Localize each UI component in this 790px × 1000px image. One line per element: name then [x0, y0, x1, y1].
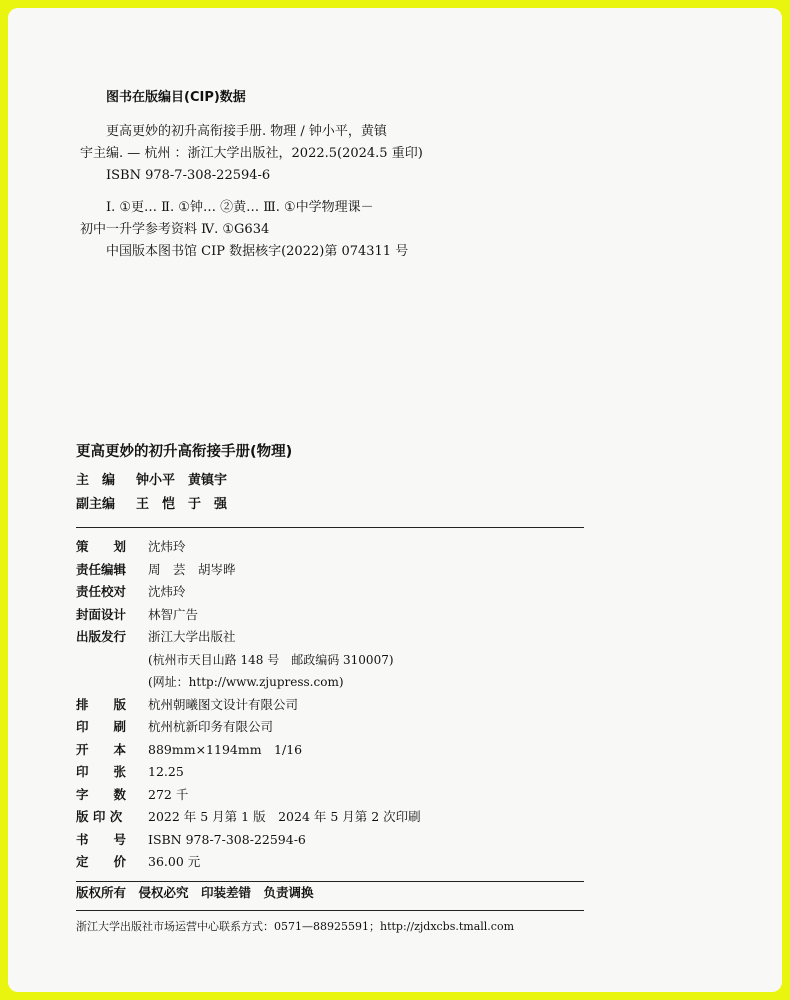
credit-row	[76, 694, 584, 717]
publisher-website	[76, 671, 584, 694]
credit-value: 889mm×1194mm 1/16	[148, 741, 303, 757]
cip-number: 中国版本图书馆 CIP 数据核字(2022)第 074311 号	[106, 244, 409, 259]
divider	[76, 910, 584, 911]
credit-row	[76, 829, 584, 852]
credit-value: 272 千	[148, 786, 189, 802]
credit-row	[76, 784, 584, 807]
deputy-editor-label: 副主编	[76, 497, 116, 512]
cip-line: 更高更妙的初升高衔接手册. 物理 / 钟小平，黄镇	[106, 124, 387, 139]
credit-value: 浙江大学出版社	[148, 629, 236, 644]
credit-row	[76, 604, 584, 627]
credit-value: 12.25	[148, 764, 184, 779]
credit-value: 沈炜玲	[148, 539, 186, 554]
credit-key: 出版发行	[76, 629, 127, 644]
book-title: 更高更妙的初升高衔接手册(物理)	[76, 444, 293, 460]
credit-key: 印 刷	[76, 719, 127, 734]
credit-key: 排 版	[76, 696, 127, 712]
address-value: (杭州市天目山路 148 号 邮政编码 310007)	[148, 652, 394, 667]
cip-class-line: 初中一升学参考资料 Ⅳ. ①G634	[80, 222, 270, 237]
credit-value: ISBN 978-7-308-22594-6	[148, 831, 306, 847]
credit-key: 开 本	[76, 741, 127, 757]
credit-row	[76, 806, 584, 829]
credit-row	[76, 536, 584, 559]
credit-value: 沈炜玲	[148, 584, 186, 599]
editor-label: 主 编	[76, 473, 116, 488]
credit-key: 责任校对	[76, 584, 127, 599]
credit-row	[76, 626, 584, 649]
credit-value: 杭州杭新印务有限公司	[148, 719, 274, 734]
imprint-block	[76, 440, 584, 937]
credit-row	[76, 761, 584, 784]
cip-title: 图书在版编目(CIP)数据	[106, 90, 246, 105]
cip-block	[80, 86, 423, 263]
credit-value: 杭州朝曦图文设计有限公司	[148, 696, 299, 712]
deputy-editor-line	[76, 493, 584, 517]
credit-row	[76, 851, 584, 874]
credit-row	[76, 581, 584, 604]
credit-row	[76, 739, 584, 762]
credit-row	[76, 716, 584, 739]
divider	[76, 527, 584, 528]
editor-names: 钟小平 黄镇宇	[136, 473, 228, 488]
cip-line: ISBN 978-7-308-22594-6	[106, 168, 271, 183]
credit-value: 周 芸 胡岑晔	[148, 561, 236, 577]
credit-key: 定 价	[76, 854, 127, 869]
credit-key: 版 印 次	[76, 809, 123, 824]
credit-key: 策 划	[76, 539, 127, 554]
rights-statement: 版权所有 侵权必究 印装差错 负责调换	[76, 884, 314, 900]
credit-key: 封面设计	[76, 606, 127, 622]
website-value: (网址：http://www.zjupress.com)	[148, 675, 344, 689]
credit-value: 36.00 元	[148, 854, 201, 869]
contact-info: 浙江大学出版社市场运营中心联系方式：0571—88925591；http://zjdxcbs.tmall.com	[76, 919, 515, 933]
publisher-address	[76, 649, 584, 672]
cip-class-line: Ⅰ. ①更… Ⅱ. ①钟… ②黄… Ⅲ. ①中学物理课－	[106, 200, 374, 215]
editor-line	[76, 469, 584, 493]
cip-line: 宇主编. — 杭州 ：浙江大学出版社，2022.5(2024.5 重印)	[80, 146, 423, 161]
credit-key: 责任编辑	[76, 561, 127, 577]
bleed-through-text	[590, 316, 599, 341]
deputy-editor-names: 王 恺 于 强	[136, 497, 228, 512]
credit-value: 林智广告	[148, 606, 199, 622]
credit-key: 印 张	[76, 764, 127, 779]
credit-row	[76, 559, 584, 582]
credit-value: 2022 年 5 月第 1 版 2024 年 5 月第 2 次印刷	[148, 809, 421, 824]
credit-key: 书 号	[76, 831, 127, 847]
credit-key: 字 数	[76, 786, 127, 802]
